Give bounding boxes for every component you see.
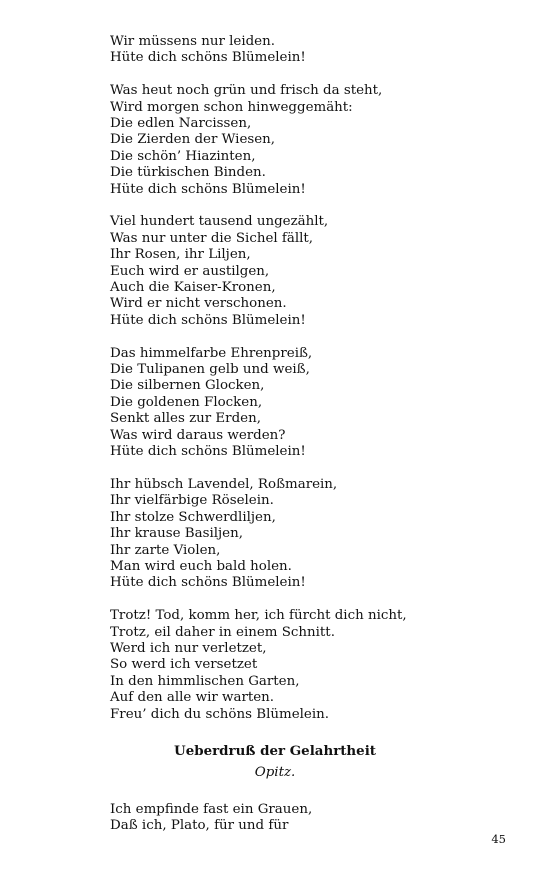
verse-line: Man wird euch bald holen. <box>110 558 292 574</box>
verse-line: Was nur unter die Sichel fällt, <box>110 230 314 246</box>
verse-line: Ihr Rosen, ihr Liljen, <box>110 247 251 263</box>
verse-line: Auch die Kaiser-Kronen, <box>110 280 276 296</box>
stanza <box>110 802 440 835</box>
verse-line: So werd ich versetzet <box>110 657 258 673</box>
verse-line: Wird er nicht verschonen. <box>110 296 287 312</box>
stanza <box>110 34 440 67</box>
verse-line: Wird morgen schon hinweggemäht: <box>110 99 353 115</box>
stanza <box>110 346 440 461</box>
verse-line: Senkt alles zur Erden, <box>110 411 261 427</box>
verse-line: Ihr zarte Violen, <box>110 542 221 558</box>
verse-line: Die silbernen Glocken, <box>110 378 265 394</box>
verse-line: Hüte dich schöns Blümelein! <box>110 575 306 591</box>
verse-line: Hüte dich schöns Blümelein! <box>110 50 306 66</box>
verse-line: Das himmelfarbe Ehrenpreiß, <box>110 345 313 361</box>
verse-line: Die Zierden der Wiesen, <box>110 132 276 148</box>
verse-line: In den himmlischen Garten, <box>110 673 300 689</box>
verse-line: Euch wird er austilgen, <box>110 263 270 279</box>
stanza <box>110 83 440 198</box>
stanza <box>110 477 440 592</box>
verse-line: Hüte dich schöns Blümelein! <box>110 444 306 460</box>
verse-line: Wir müssens nur leiden. <box>110 34 275 49</box>
verse-line: Auf den alle wir warten. <box>110 690 275 706</box>
verse-line: Was heut noch grün und frisch da steht, <box>110 83 383 99</box>
verse-line: Die schön’ Hiazinten, <box>110 148 256 164</box>
stanza <box>110 214 440 329</box>
poem-text <box>110 34 440 851</box>
verse-line: Ihr stolze Schwerdliljen, <box>110 509 276 525</box>
verse-line: Ihr hübsch Lavendel, Roßmarein, <box>110 476 338 492</box>
verse-line: Ihr krause Basiljen, <box>110 526 243 542</box>
verse-line: Hüte dich schöns Blümelein! <box>110 181 306 197</box>
verse-line: Ich empfinde fast ein Grauen, <box>110 801 313 817</box>
verse-line: Was wird daraus werden? <box>110 427 286 443</box>
stanza <box>110 608 440 723</box>
verse-line: Die edlen Narcissen, <box>110 116 252 132</box>
verse-line: Trotz, eil daher in einem Schnitt. <box>110 624 335 640</box>
verse-line: Freu’ dich du schöns Blümelein. <box>110 706 329 722</box>
page-number: 45 <box>491 832 506 846</box>
poem-title: Ueberdruß der Gelahrtheit <box>174 742 376 759</box>
verse-line: Daß ich, Plato, für und für <box>110 818 289 834</box>
poem-author: Opitz. <box>254 765 296 781</box>
verse-line: Werd ich nur verletzet, <box>110 640 267 656</box>
verse-line: Ihr vielfärbige Röselein. <box>110 493 274 509</box>
verse-line: Trotz! Tod, komm her, ich fürcht dich nicht, <box>110 608 407 624</box>
verse-line: Hüte dich schöns Blümelein! <box>110 312 306 328</box>
verse-line: Die Tulipanen gelb und weiß, <box>110 362 310 378</box>
verse-line: Die türkischen Binden. <box>110 165 266 181</box>
verse-line: Die goldenen Flocken, <box>110 394 263 410</box>
verse-line: Viel hundert tausend ungezählt, <box>110 214 329 230</box>
